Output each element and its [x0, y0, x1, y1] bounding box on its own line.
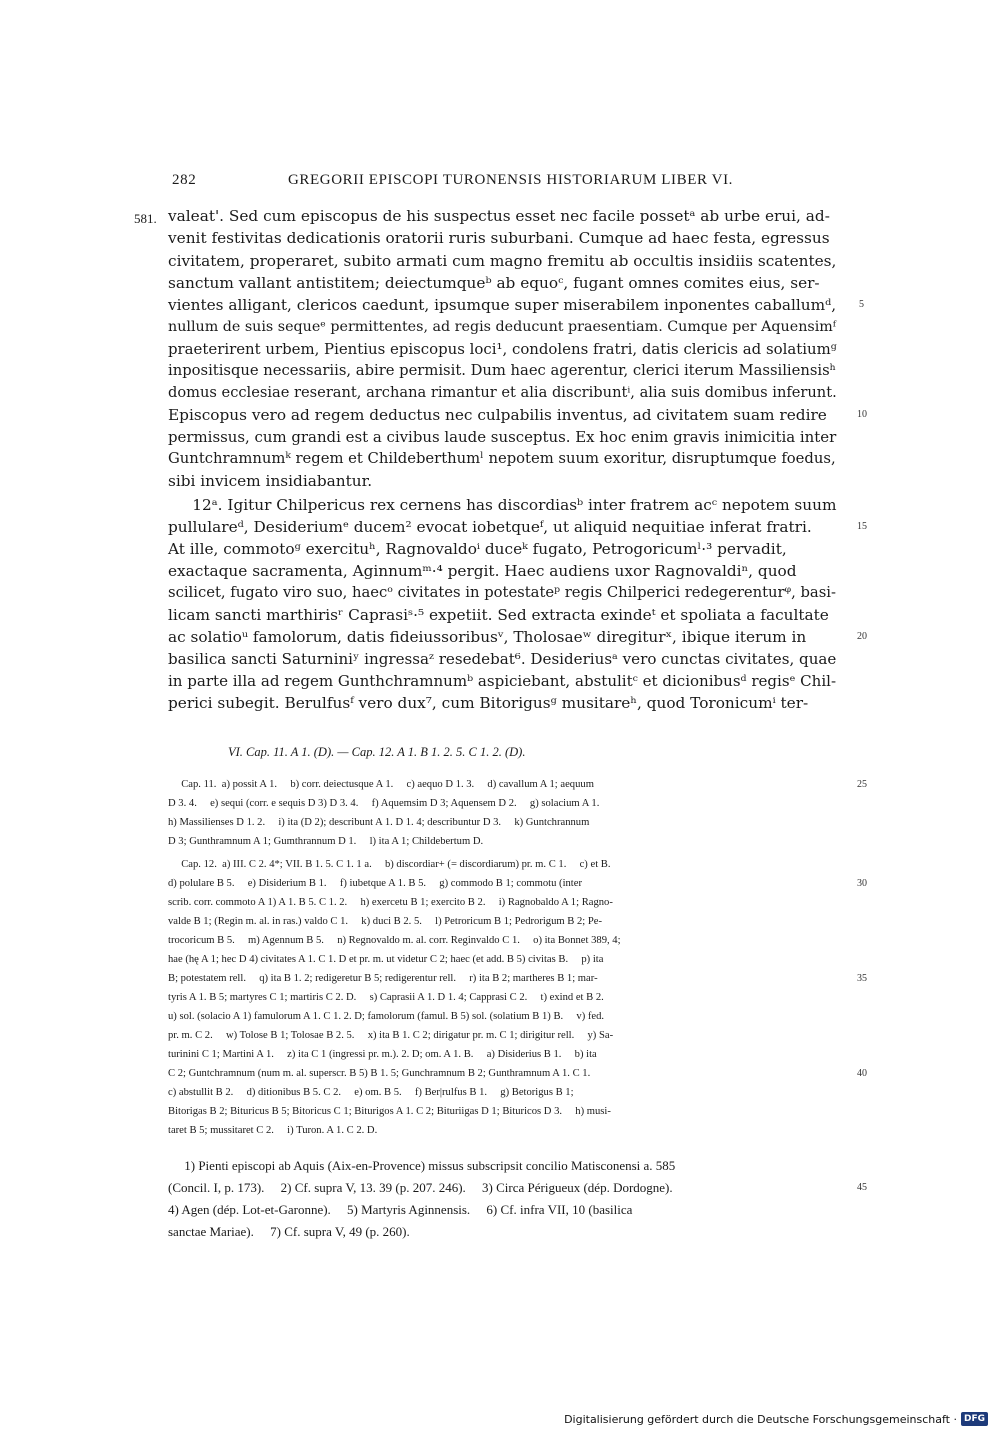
body-line: civitatem, properaret, subito armati cum magno fremitu ab occultis insidiis scatentes, — [168, 252, 837, 270]
body-line: domus ecclesiae reserant, archana rimantur et alia discribuntⁱ, alia suis domibus inferunt. — [168, 384, 837, 401]
digitization-credit — [564, 1410, 988, 1428]
note-line: taret B 5; mussitaret C 2. i) Turon. A 1. C 2. D. — [168, 1125, 378, 1136]
credit-text: Digitalisierung gefördert durch die Deutsche Forschungsgemeinschaft · — [564, 1412, 957, 1426]
body-line: inpositisque necessariis, abire permisit. Dum haec agerentur, clerici iterum Massiliensisʰ — [168, 362, 837, 379]
footnote-line: (Concil. I, p. 173). 2) Cf. supra V, 13. 39 (p. 207. 246). 3) Circa Périgueux (dép. Dordogne). — [168, 1180, 673, 1195]
line-number: 10 — [857, 409, 867, 420]
body-line: Episcopus vero ad regem deductus nec culpabilis inventus, ad civitatem suam redire — [168, 406, 827, 424]
line-number: 45 — [857, 1182, 867, 1193]
body-line: valeat'. Sed cum episcopus de his suspectus esset nec facile possetᵃ ab urbe erui, ad- — [168, 207, 830, 225]
body-line: basilica sancti Saturniniʸ ingressaᶻ resedebat⁶. Desideriusᵃ vero cunctas civitates, quae — [168, 650, 837, 668]
body-line: in parte illa ad regem Gunthchramnumᵇ aspiciebant, abstulitᶜ et dicionibusᵈ regisᵉ Chil- — [168, 672, 837, 690]
note-line: Cap. 11. a) possit A 1. b) corr. deiectusque A 1. c) aequo D 1. 3. d) cavallum A 1; aequum — [168, 779, 594, 790]
body-line: ac solatioᵘ famolorum, datis fideiussoribusᵛ, Tholosaeʷ diregiturˣ, ibique iterum in — [168, 628, 807, 646]
body-line: venit festivitas dedicationis oratorii ruris suburbani. Cumque ad haec festa, egressus — [168, 229, 830, 247]
line-number: 20 — [857, 631, 867, 642]
body-line: sanctum vallant antistitem; deiectumqueᵇ ab equoᶜ, fugant omnes comites eius, ser- — [168, 274, 820, 292]
note-line: D 3; Gunthramnum A 1; Gumthrannum D 1. l) ita A 1; Childebertum D. — [168, 836, 484, 847]
line-number: 25 — [857, 779, 867, 790]
body-line: permissus, cum grandi est a civibus laude susceptus. Ex hoc enim gravis inimicitia inter — [168, 428, 837, 446]
note-line: turinini C 1; Martini A 1. z) ita C 1 (ingressi pr. m.). 2. D; om. A 1. B. a) Disiderius B 1. b) ita — [168, 1049, 597, 1060]
body-line: 12ᵃ. Igitur Chilpericus rex cernens has discordiasᵇ inter fratrem acᶜ nepotem suum — [168, 496, 837, 514]
note-line: d) polulare B 5. e) Disiderium B 1. f) iubetque A 1. B 5. g) commodo B 1; commotu (inter — [168, 878, 582, 889]
note-line: c) abstullit B 2. d) ditionibus B 5. C 2. e) om. B 5. f) Ber|rulfus B 1. g) Betorigus B 1; — [168, 1087, 574, 1098]
note-line: scrib. corr. commoto A 1) A 1. B 5. C 1. 2. h) exercetu B 1; exercito B 2. i) Ragnobaldo A 1; Ragno- — [168, 897, 613, 908]
note-line: C 2; Guntchramnum (num m. al. superscr. B 5) B 1. 5; Gunchramnum B 2; Gunthramnum A 1. C 1. — [168, 1068, 591, 1079]
note-line: trocoricum B 5. m) Agennum B 5. n) Regnovaldo m. al. corr. Reginvaldo C 1. o) ita Bonnet 389, 4; — [168, 935, 621, 946]
body-line: Guntchramnumᵏ regem et Childeberthumˡ nepotem suum exoritur, disruptumque foedus, — [168, 450, 836, 467]
running-title: GREGORII EPISCOPI TURONENSIS HISTORIARUM LIBER VI. — [288, 172, 734, 188]
line-number: 5 — [859, 299, 864, 310]
manuscript-sigla: VI. Cap. 11. A 1. (D). — Cap. 12. A 1. B 1. 2. 5. C 1. 2. (D). — [228, 745, 526, 759]
line-number: 40 — [857, 1068, 867, 1079]
note-line: B; potestatem rell. q) ita B 1. 2; redigeretur B 5; redigerentur rell. r) ita B 2; martheres B 1; mar- — [168, 973, 598, 984]
body-line: licam sancti marthirisʳ Caprasiˢ·⁵ expetiit. Sed extracta exindeᵗ et spoliata a facultate — [168, 606, 829, 624]
note-line: tyris A 1. B 5; martyres C 1; martiris C 2. D. s) Caprasii A 1. D 1. 4; Capprasi C 2. t) exind et B 2. — [168, 992, 604, 1003]
running-header — [168, 172, 840, 194]
body-line: At ille, commotoᵍ exercituʰ, Ragnovaldoⁱ duceᵏ fugato, Petrogoricumˡ·³ pervadit, — [168, 540, 787, 558]
body-line: perici subegit. Berulfusᶠ vero dux⁷, cum Bitorigusᵍ musitareʰ, quod Toronicumⁱ ter- — [168, 694, 809, 712]
note-line: valde B 1; (Regin m. al. in ras.) valdo C 1. k) duci B 2. 5. l) Petroricum B 1; Pedrorigum B 2; Pe- — [168, 916, 602, 927]
line-number: 30 — [857, 878, 867, 889]
year-marker: 581. — [134, 211, 157, 226]
note-line: hae (hę A 1; hec D 4) civitates A 1. C 1. D et pr. m. ut videtur C 2; haec (et add. B 5) civitas B. p) ita — [168, 954, 604, 965]
line-number: 35 — [857, 973, 867, 984]
body-line: scilicet, fugato viro suo, haecᵒ civitates in potestateᵖ regis Chilperici redegerenturᵠ, basi- — [168, 584, 836, 601]
note-line: u) sol. (solacio A 1) famulorum A 1. C 1. 2. D; famolorum (famul. B 5) sol. (solatium B 1) B. v) fed. — [168, 1011, 605, 1022]
dfg-logo: DFG — [961, 1412, 988, 1426]
body-line: sibi invicem insidiabantur. — [168, 472, 373, 490]
body-line: exactaque sacramenta, Aginnumᵐ·⁴ pergit. Haec audiens uxor Ragnovaldiⁿ, quod — [168, 562, 797, 580]
note-line: Bitorigas B 2; Bituricus B 5; Bitoricus C 1; Biturigos A 1. C 2; Bituriigas D 1; Bituricos D 3. h) musi- — [168, 1106, 611, 1117]
body-line: pullulareᵈ, Desideriumᵉ ducem² evocat iobetqueᶠ, ut aliquid nequitiae inferat fratri. — [168, 518, 812, 536]
body-line: vientes alligant, clericos caedunt, ipsumque super miserabilem inponentes caballumᵈ, — [168, 296, 837, 314]
note-line: D 3. 4. e) sequi (corr. e sequis D 3) D 3. 4. f) Aquemsim D 3; Aquensem D 2. g) solacium A 1. — [168, 798, 600, 809]
footnote-line: sanctae Mariae). 7) Cf. supra V, 49 (p. 260). — [168, 1224, 410, 1239]
note-line: pr. m. C 2. w) Tolose B 1; Tolosae B 2. 5. x) ita B 1. C 2; dirigatur pr. m. C 1; dirigitur rell. y) Sa- — [168, 1030, 614, 1041]
note-line: Cap. 12. a) III. C 2. 4*; VII. B 1. 5. C 1. 1 a. b) discordiar+ (= discordiarum) pr. m. C 1. c) et B. — [168, 859, 611, 870]
body-line: nullum de suis sequeᵉ permittentes, ad regis deducunt praesentiam. Cumque per Aquensimᶠ — [168, 319, 836, 335]
line-number: 15 — [857, 521, 867, 532]
page-number: 282 — [172, 172, 197, 188]
footnote-line: 1) Pienti episcopi ab Aquis (Aix-en-Provence) missus subscripsit concilio Matisconensi a. 585 — [168, 1158, 676, 1173]
note-line: h) Massilienses D 1. 2. i) ita (D 2); describunt A 1. D 1. 4; describuntur D 3. k) Guntchrannum — [168, 817, 590, 828]
footnote-line: 4) Agen (dép. Lot-et-Garonne). 5) Martyris Aginnensis. 6) Cf. infra VII, 10 (basilica — [168, 1202, 633, 1217]
body-line: praeterirent urbem, Pientius episcopus loci¹, condolens fratri, datis clericis ad solatiumᵍ — [168, 340, 837, 358]
